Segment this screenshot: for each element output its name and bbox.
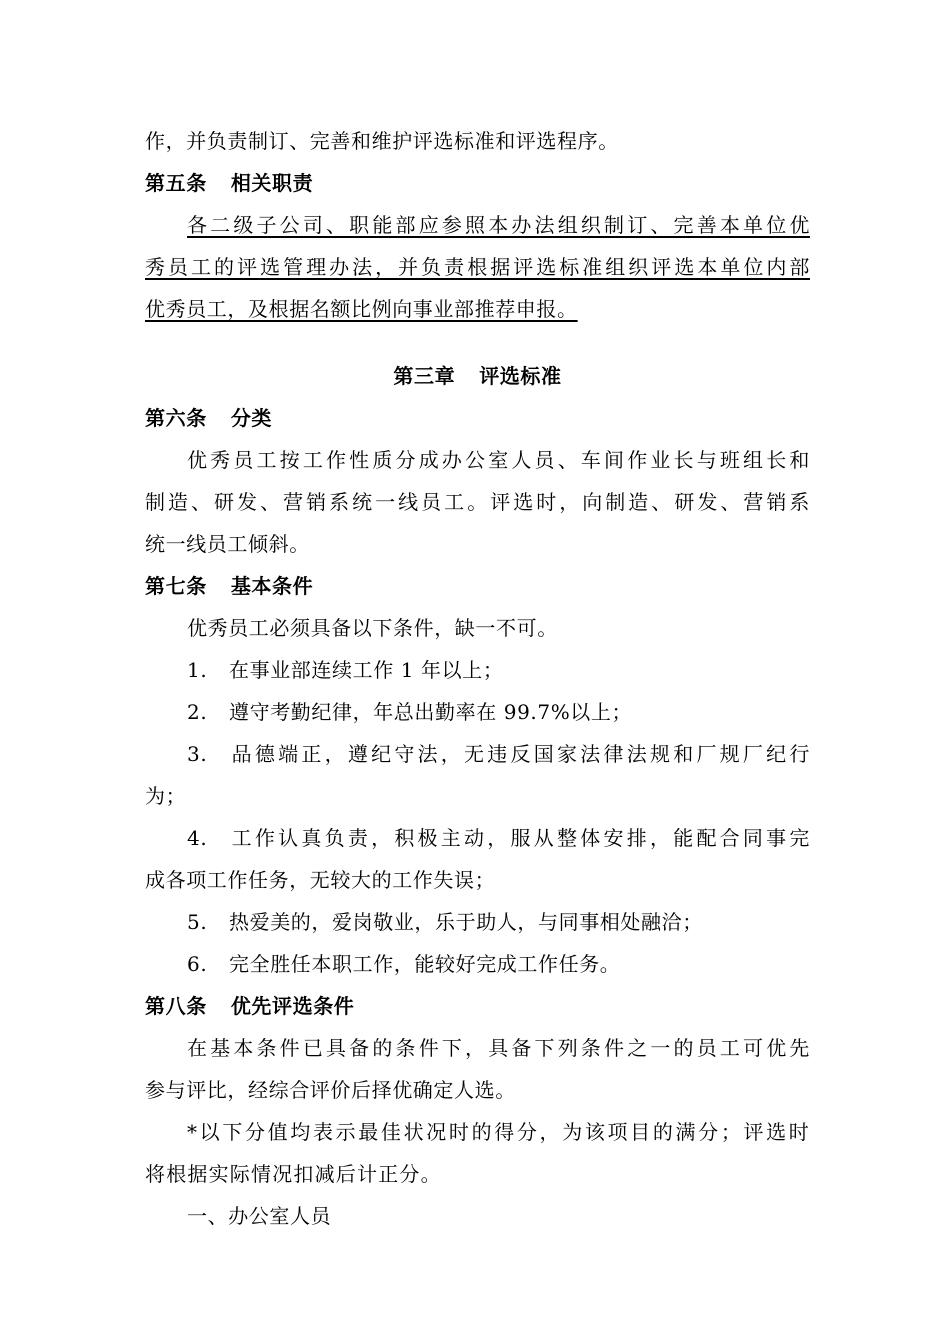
- paragraph-line: 优秀员工，及根据名额比例向事业部推荐申报。: [145, 297, 578, 321]
- section-heading: 一、办公室人员: [187, 1204, 332, 1228]
- list-number: 2.: [187, 700, 208, 724]
- paragraph-line: 成各项工作任务，无较大的工作失误；: [145, 868, 496, 892]
- paragraph-line: 为；: [145, 784, 187, 808]
- article-title: 基本条件: [230, 574, 314, 598]
- article-label: 第五条: [145, 171, 207, 195]
- article-title: 优先评选条件: [230, 994, 355, 1018]
- list-text: 品德端正，遵纪守法，无违反国家法律法规和厂规厂纪行: [229, 742, 810, 766]
- article-title: 分类: [230, 406, 273, 430]
- list-number: 1.: [187, 658, 208, 682]
- list-number: 5.: [187, 910, 208, 934]
- article-label: 第六条: [145, 406, 207, 430]
- paragraph-line: 优秀员工按工作性质分成办公室人员、车间作业长与班组长和: [187, 448, 810, 472]
- list-number: 3.: [187, 742, 208, 766]
- article-heading: [145, 992, 810, 1020]
- note-line: *以下分值均表示最佳状况时的得分，为该项目的满分；评选时: [187, 1120, 810, 1144]
- paragraph-line: 秀员工的评选管理办法，并负责根据评选标准组织评选本单位内部: [145, 255, 810, 279]
- article-title: 相关职责: [230, 171, 314, 195]
- chapter-heading: [145, 362, 810, 390]
- chapter-title: 评选标准: [479, 364, 562, 388]
- paragraph-line: 在基本条件已具备的条件下，具备下列条件之一的员工可优先: [187, 1036, 810, 1060]
- paragraph-line: 参与评比，经综合评价后择优确定人选。: [145, 1078, 516, 1102]
- paragraph-line: 统一线员工倾斜。: [145, 532, 310, 556]
- list-item: [187, 824, 810, 852]
- list-text: 在事业部连续工作 1 年以上；: [229, 658, 504, 682]
- list-item: [187, 908, 810, 936]
- paragraph-line: 作，并负责制订、完善和维护评选标准和评选程序。: [145, 129, 619, 153]
- article-label: 第七条: [145, 574, 207, 598]
- paragraph-line: 各二级子公司、职能部应参照本办法组织制订、完善本单位优: [187, 213, 810, 237]
- paragraph-line: 制造、研发、营销系统一线员工。评选时，向制造、研发、营销系: [145, 490, 810, 514]
- article-heading: [145, 169, 810, 197]
- list-item: [187, 950, 810, 978]
- list-item: [187, 656, 810, 684]
- list-number: 6.: [187, 952, 208, 976]
- list-text: 热爱美的，爱岗敬业，乐于助人，与同事相处融洽；: [229, 910, 703, 934]
- list-text: 遵守考勤纪律，年总出勤率在 99.7%以上；: [229, 700, 633, 724]
- article-label: 第八条: [145, 994, 207, 1018]
- list-text: 工作认真负责，积极主动，服从整体安排，能配合同事完: [229, 826, 810, 850]
- paragraph-line: 优秀员工必须具备以下条件，缺一不可。: [187, 616, 558, 640]
- list-text: 完全胜任本职工作，能较好完成工作任务。: [229, 952, 621, 976]
- list-number: 4.: [187, 826, 208, 850]
- chapter-label: 第三章: [393, 364, 456, 388]
- list-item: [187, 698, 810, 726]
- list-item: [187, 740, 810, 768]
- article-heading: [145, 404, 810, 432]
- note-line: 将根据实际情况扣减后计正分。: [145, 1162, 442, 1186]
- article-heading: [145, 572, 810, 600]
